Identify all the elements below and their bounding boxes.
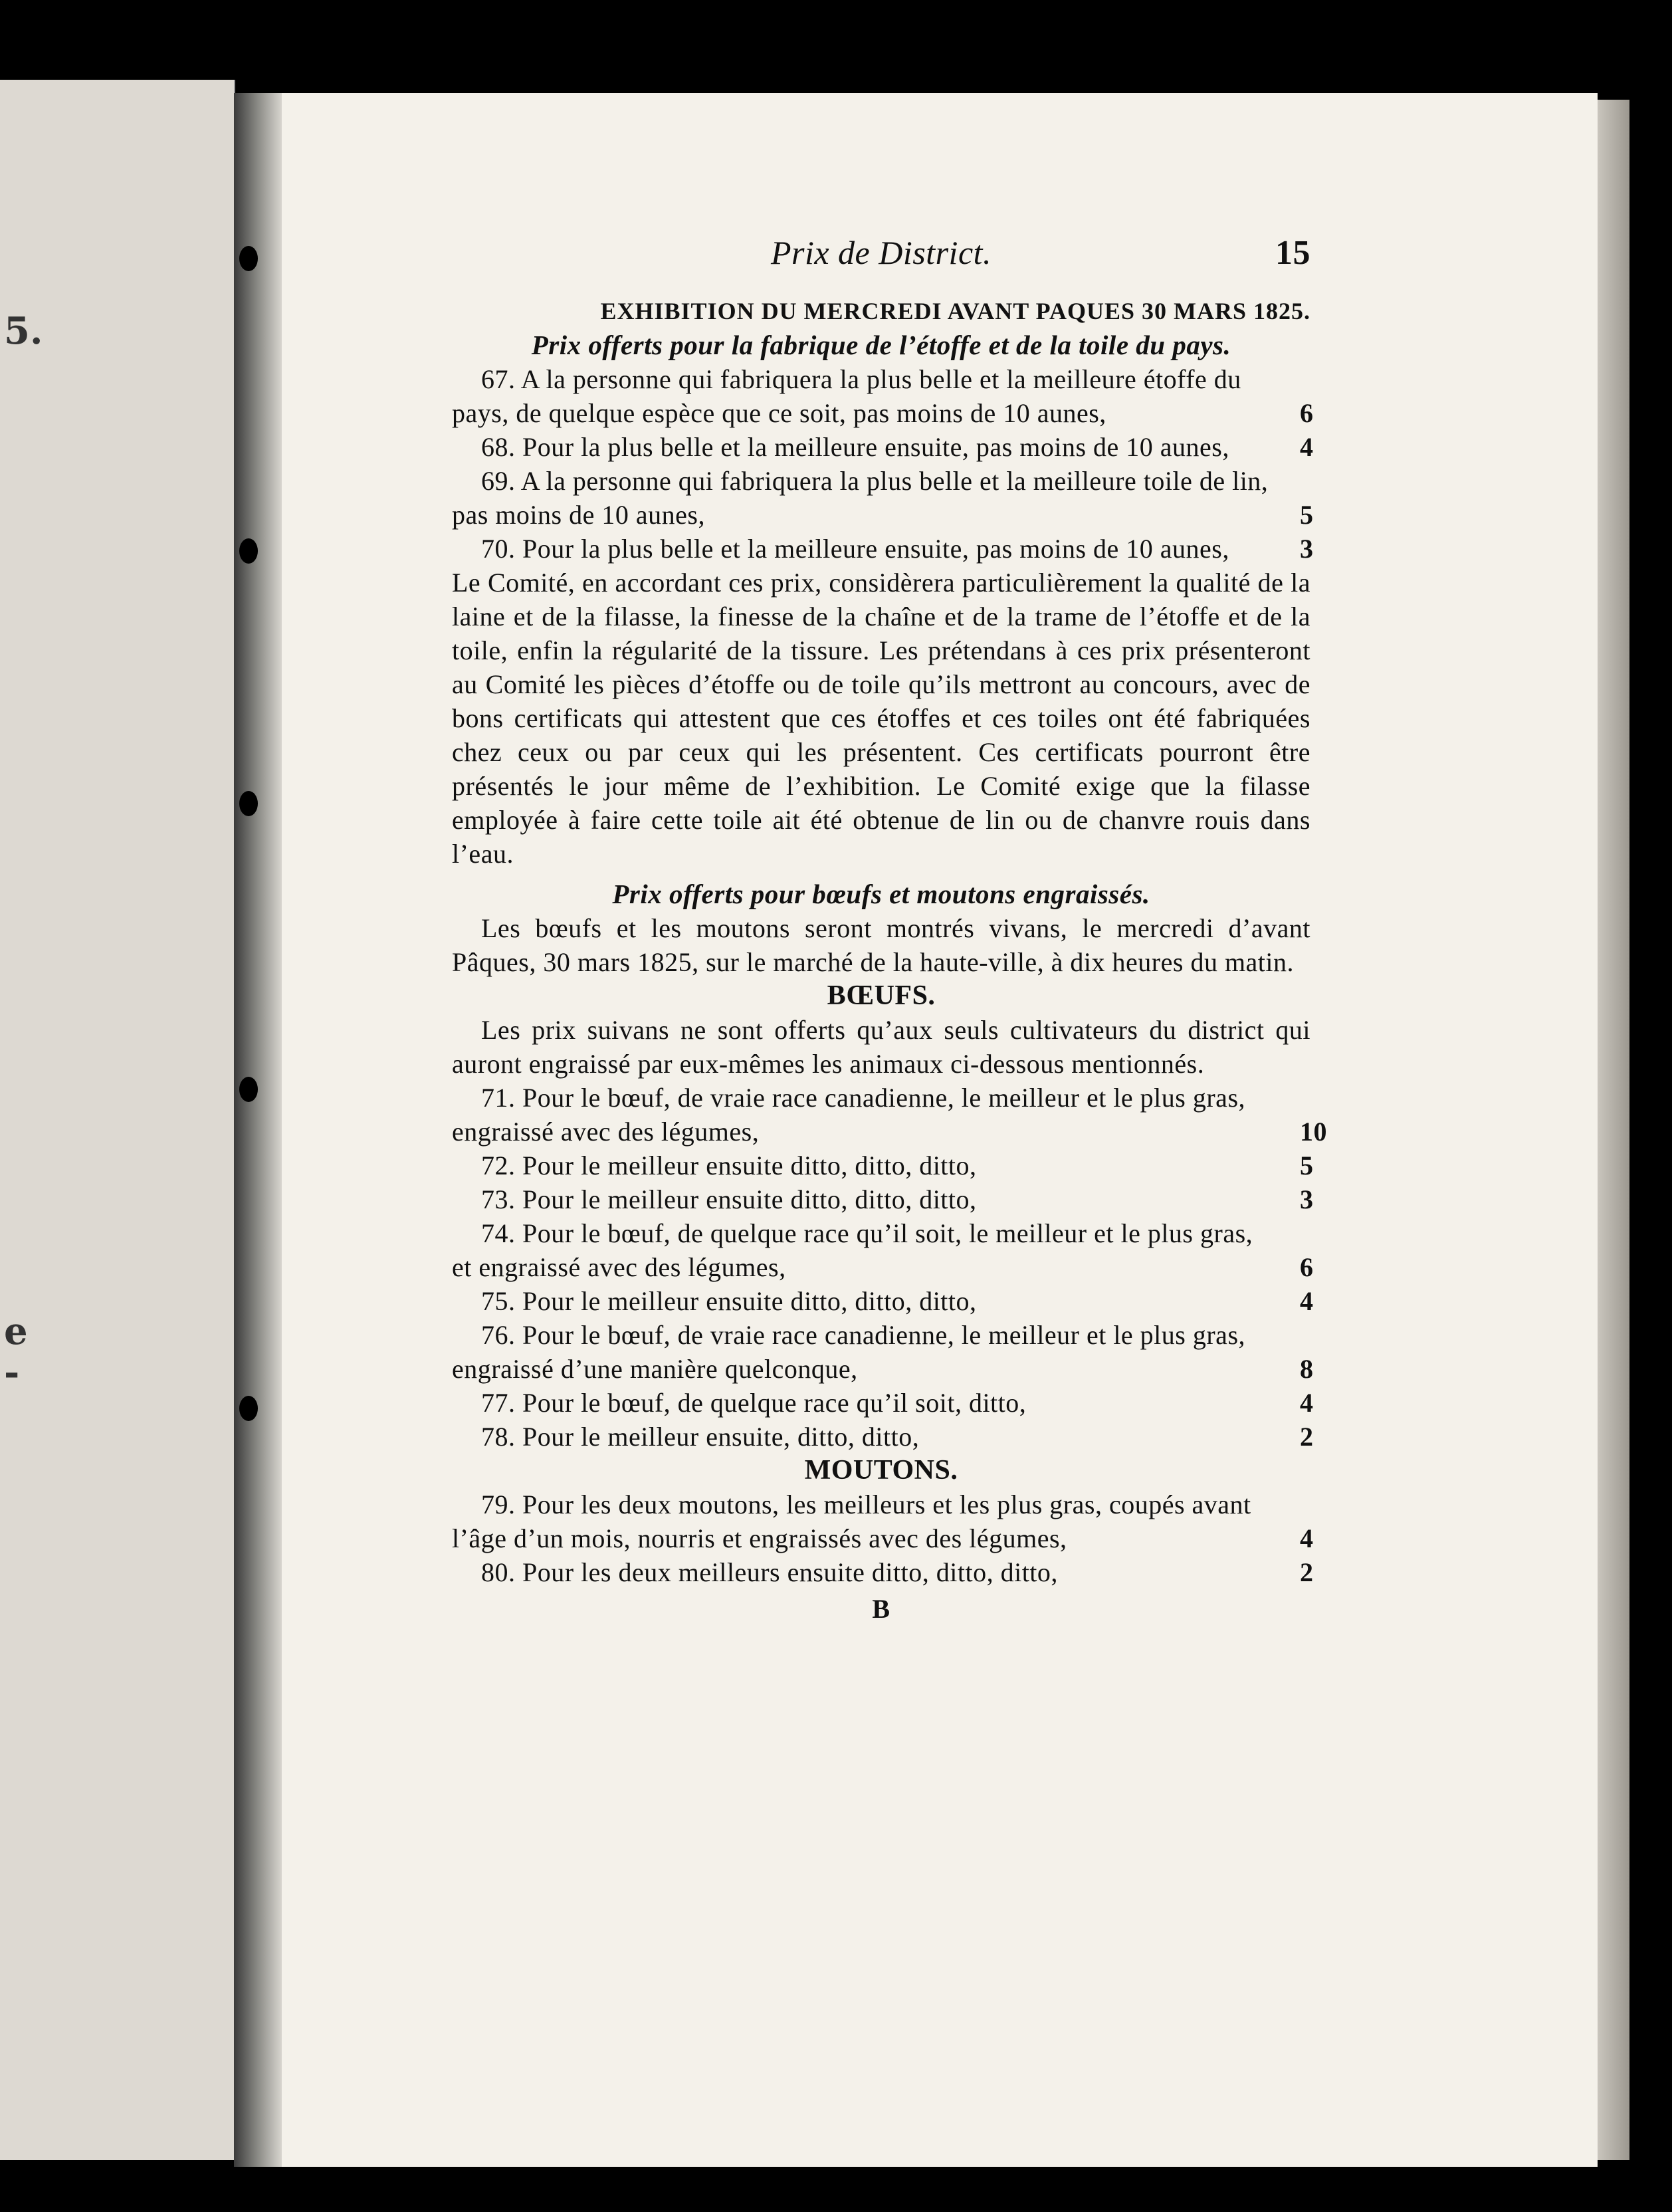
prize-amount: 6 — [1300, 398, 1314, 428]
binding-stitch — [239, 246, 258, 271]
prize-amount: 2 — [1300, 1557, 1314, 1587]
exhibition-title: EXHIBITION DU MERCREDI AVANT PAQUES 30 MARS 1825. — [600, 298, 1310, 324]
prize-entry — [452, 1216, 1314, 1284]
left-page-fragment: 5. — [4, 309, 43, 353]
prize-entry — [452, 1284, 1314, 1318]
prize-entry — [452, 362, 1314, 430]
page-number: 15 — [1275, 234, 1310, 272]
prize-entry — [452, 1386, 1314, 1420]
prize-entry — [452, 532, 1314, 566]
binding-stitch — [239, 1077, 258, 1102]
left-page-fragment: - — [4, 1351, 20, 1394]
prize-entry-text: 67. A la personne qui fabriquera la plus belle et la meilleure étoffe du pays, de quelque espèce que ce soit, pas moins de 10 aunes, — [452, 364, 1241, 428]
binding-stitch — [239, 538, 258, 564]
prize-amount: 10 — [1300, 1117, 1327, 1147]
prize-entry-text: 73. Pour le meilleur ensuite ditto, ditto, ditto, — [481, 1184, 977, 1214]
prize-amount: 4 — [1300, 1286, 1314, 1316]
book-spine — [234, 93, 282, 2167]
prize-entry-text: 77. Pour le bœuf, de quelque race qu’il soit, ditto, — [481, 1388, 1027, 1418]
prize-entry-text: 79. Pour les deux moutons, les meilleurs et les plus gras, coupés avant l’âge d’un mois, nourris et engraissés avec des légumes, — [452, 1490, 1251, 1553]
prize-entry — [452, 1081, 1327, 1149]
prize-amount: 3 — [1300, 1184, 1314, 1214]
prize-amount: 5 — [1300, 1151, 1314, 1180]
running-title: Prix de District. — [770, 234, 992, 271]
signature-mark: B — [872, 1594, 890, 1624]
prize-entry — [452, 430, 1314, 464]
committee-note: Le Comité, en accordant ces prix, considèrera particulièrement la qualité de la laine et de la filasse, la finesse de la chaîne et de la trame de l’étoffe et de la toile, enfin la régularité de la tissure. Les prétendans à ces prix présenteront au Comité les pièces d’étoffe ou de toile qu’ils mettront au concours, avec de bons certificats qui attestent que ces étoffes et ces toiles ont été fabriquées chez ceux ou par ceux qui les présentent. Ces certificats pourront être présentés le jour même de l’exhibition. Le Comité exige que la filasse employée à faire cette toile ait été obtenue de lin ou de chanvre rouis dans l’eau. — [452, 568, 1310, 869]
prize-amount: 8 — [1300, 1354, 1314, 1384]
binding-stitch — [239, 1396, 258, 1421]
prize-entry — [452, 1318, 1314, 1386]
prize-entry-text: 75. Pour le meilleur ensuite ditto, ditto, ditto, — [481, 1286, 977, 1316]
section-title-moutons: MOUTONS. — [804, 1455, 958, 1486]
prize-entry — [452, 1149, 1314, 1182]
prize-entry — [452, 1488, 1314, 1555]
page-header — [452, 236, 1310, 280]
prize-entry-text: 72. Pour le meilleur ensuite ditto, ditto, ditto, — [481, 1151, 977, 1180]
prize-amount: 6 — [1300, 1252, 1314, 1282]
prize-entry-text: 70. Pour la plus belle et la meilleure ensuite, pas moins de 10 aunes, — [481, 534, 1229, 564]
prize-entry-text: 80. Pour les deux meilleurs ensuite ditto, ditto, ditto, — [481, 1557, 1058, 1587]
prize-entry-text: 78. Pour le meilleur ensuite, ditto, ditto, — [481, 1422, 920, 1452]
prize-entry-text: 71. Pour le bœuf, de vraie race canadienne, le meilleur et le plus gras, engraissé avec des légumes, — [452, 1083, 1246, 1147]
prize-entry — [452, 464, 1314, 532]
section-title-fabric: Prix offerts pour la fabrique de l’étoffe et de la toile du pays. — [531, 330, 1231, 360]
page-content — [452, 234, 1327, 1626]
page-edge — [1598, 100, 1629, 2160]
prize-entry-text: 74. Pour le bœuf, de quelque race qu’il soit, le meilleur et le plus gras, et engraissé avec des légumes, — [452, 1218, 1253, 1282]
livestock-intro: Les bœufs et les moutons seront montrés vivans, le mercredi d’avant Pâques, 30 mars 1825, sur le marché de la haute-ville, à dix heures du matin. — [452, 913, 1310, 977]
prize-entry-text: 68. Pour la plus belle et la meilleure ensuite, pas moins de 10 aunes, — [481, 432, 1229, 462]
left-page-fragment: e — [4, 1309, 28, 1353]
left-page-edge — [0, 80, 235, 2160]
prize-amount: 3 — [1300, 534, 1314, 564]
prize-entry-text: 76. Pour le bœuf, de vraie race canadienne, le meilleur et le plus gras, engraissé d’une manière quelconque, — [452, 1320, 1246, 1384]
prize-amount: 4 — [1300, 432, 1314, 462]
prize-amount: 5 — [1300, 500, 1314, 530]
section-title-boeufs: BŒUFS. — [827, 980, 936, 1011]
prize-amount: 4 — [1300, 1523, 1314, 1553]
boeufs-intro: Les prix suivans ne sont offerts qu’aux seuls cultivateurs du district qui auront engraissé par eux-mêmes les animaux ci-dessous mentionnés. — [452, 1015, 1310, 1079]
prize-entry-text: 69. A la personne qui fabriquera la plus belle et la meilleure toile de lin, pas moins de 10 aunes, — [452, 466, 1269, 530]
prize-entry — [452, 1420, 1314, 1454]
prize-entry — [452, 1555, 1314, 1589]
binding-stitch — [239, 791, 258, 816]
prize-entry — [452, 1182, 1314, 1216]
section-title-livestock: Prix offerts pour bœufs et moutons engraissés. — [612, 879, 1150, 909]
prize-amount: 4 — [1300, 1388, 1314, 1418]
prize-amount: 2 — [1300, 1422, 1314, 1452]
